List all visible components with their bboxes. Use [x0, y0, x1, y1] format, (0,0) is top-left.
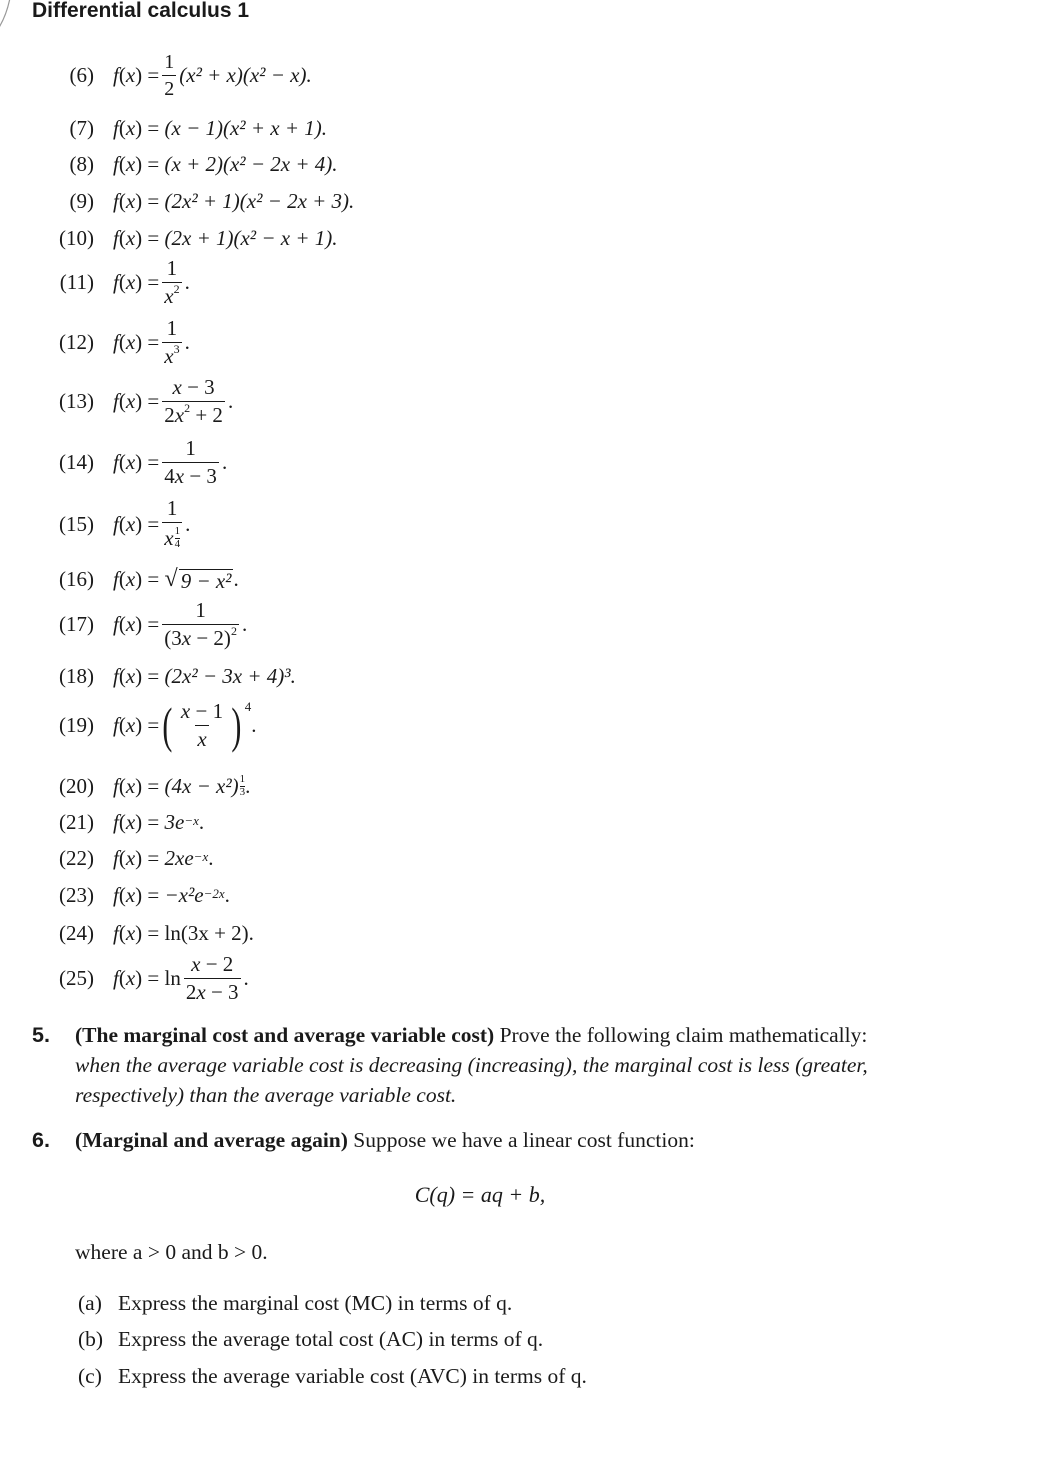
subpart-c [78, 1364, 587, 1389]
exercise-7: (7) f ( x ) = (x − 1)(x² + x + 1). [0, 118, 327, 139]
exercise-19: (19) f ( x ) = ( $\frac{x - 1}{x}$ ) $^4$ . [0, 700, 257, 750]
exercise-11: (11) f ( x ) = $\frac{1}{x^2}$ . [0, 258, 190, 307]
function-lhs: f [113, 63, 119, 87]
corner-arc-decoration [0, 0, 16, 36]
exercise-13: (13) f ( x ) = $\frac{x - 3}{2x^2 + 2}$ . [0, 377, 233, 426]
subpart-text: Express the marginal cost (MC) in terms of q. [118, 1291, 513, 1315]
exercise-number: (23) [59, 883, 94, 907]
exercise-25: (25) f ( x ) = ln $\frac{x - 2}{2x - 3}$ . [0, 954, 249, 1003]
exercise-21: (21) f ( x ) = 3e $^{-x}$ . [0, 812, 204, 833]
exercise-22: (22) f ( x ) = 2xe $^{-x}$ . [0, 848, 213, 869]
problem-text [75, 1020, 889, 1110]
exercise-20: (20) f ( x ) = (4x − x²) $\frac{1}{3}$ . [0, 774, 250, 798]
problem-text [75, 1125, 1019, 1155]
problem-6 [0, 1125, 1039, 1157]
problem-5 [0, 1020, 1039, 1115]
expression: (x² + x)(x² − x). [179, 63, 312, 87]
subpart-label: (a) [78, 1291, 102, 1315]
exercise-number: (10) [59, 226, 94, 250]
fraction: $\frac{x - 2}{2x - 3}$ [185, 952, 239, 1004]
problem-title: (Marginal and average again) [75, 1128, 348, 1152]
exercise-number: (9) [69, 189, 94, 213]
exercise-12: (12) f ( x ) = $\frac{1}{x^3}$ . [0, 318, 190, 367]
fraction: $\frac{1}{(3x - 2)^2}$ [164, 598, 237, 650]
exercise-10: (10) f ( x ) = (2x + 1)(x² − x + 1). [0, 228, 338, 249]
problem-lead: Prove the following claim mathematically: [499, 1023, 868, 1047]
exercise-number: (7) [69, 116, 94, 140]
expression: −x²e [164, 883, 204, 907]
fraction: 1 x $\frac{1}{4}$ [164, 496, 181, 550]
fraction: $\frac{x - 3}{2x^2 + 2}$ [164, 375, 223, 427]
exercise-17: (17) f ( x ) = $\frac{1}{(3x - 2)^2}$ . [0, 600, 247, 649]
exercise-number: (12) [59, 330, 94, 354]
exercise-number: (24) [59, 921, 94, 945]
square-root: √ 9 − x² [164, 566, 232, 593]
exercise-number: (15) [59, 511, 94, 536]
exercise-number: (22) [59, 846, 94, 870]
expression: (x − 1)(x² + x + 1). [164, 116, 328, 140]
fraction-one-half: $\frac{1}{2}$ [164, 51, 175, 100]
cost-function-equation: C(q) = aq + b, [414, 1182, 546, 1207]
expression: 2xe [164, 846, 194, 870]
expression: (2x² + 1)(x² − 2x + 3). [164, 189, 355, 213]
expression: ln(3x + 2). [164, 921, 254, 945]
exercise-number: (13) [59, 389, 94, 413]
exercise-6: (6) f ( x ) = $\frac{1}{2}$ (x² + x)(x² − x). [0, 52, 312, 99]
exercise-24: (24) f ( x ) = ln(3x + 2). [0, 923, 254, 944]
fraction: $\frac{1}{4x - 3}$ [164, 436, 217, 488]
radicand: 9 − x² [180, 569, 232, 593]
exercise-9: (9) f ( x ) = (2x² + 1)(x² − 2x + 3). [0, 191, 354, 212]
exercise-15: (15) f ( x ) = 1 x $\frac{1}{4}$ . [0, 498, 190, 550]
exercise-23: (23) f ( x ) = −x²e $^{-2x}$ . [0, 885, 230, 906]
expression: (x + 2)(x² − 2x + 4). [164, 152, 338, 176]
expression: (2x² − 3x + 4)³. [164, 664, 296, 688]
exercise-number: (18) [59, 664, 94, 688]
problem-condition: where a > 0 and b > 0. [75, 1240, 268, 1264]
exercise-number: (11) [59, 270, 94, 294]
subpart-label: (b) [78, 1327, 104, 1351]
subpart-text: Express the average total cost (AC) in terms of q. [118, 1327, 544, 1351]
problem-number: 6. [32, 1128, 50, 1152]
exercise-number: (21) [59, 810, 94, 834]
fraction: $\frac{1}{x^3}$ [164, 316, 180, 368]
fraction: $\frac{1}{x^2}$ [164, 256, 180, 308]
subpart-text: Express the average variable cost (AVC) in terms of q. [118, 1364, 587, 1388]
exercise-number: (19) [59, 712, 94, 737]
exercise-number: (25) [59, 966, 94, 990]
problem-claim: when the average variable cost is decreasing (increasing), the marginal cost is less (greater, respectively) than the average variable cost. [75, 1053, 868, 1107]
expression: (4x − x²) [164, 773, 239, 798]
exercise-number: (16) [59, 567, 94, 591]
exercise-number: (17) [59, 612, 94, 636]
exercise-18: (18) f ( x ) = (2x² − 3x + 4)³. [0, 666, 296, 687]
exercise-8: (8) f ( x ) = (x + 2)(x² − 2x + 4). [0, 154, 338, 175]
exercise-number: (6) [69, 63, 94, 87]
exercise-number: (20) [59, 773, 94, 798]
exercise-number: (8) [69, 152, 94, 176]
exercise-16: (16) f ( x ) = √ 9 − x² . [0, 567, 239, 592]
subpart-a [78, 1291, 512, 1316]
exercise-number: (14) [59, 450, 94, 474]
problem-number: 5. [32, 1023, 50, 1047]
ln-operator: ln [164, 966, 181, 990]
problem-lead: Suppose we have a linear cost function: [353, 1128, 695, 1152]
expression: 3e [164, 810, 185, 834]
subpart-label: (c) [78, 1364, 102, 1388]
exercise-14: (14) f ( x ) = $\frac{1}{4x - 3}$ . [0, 438, 227, 487]
subpart-b [78, 1327, 543, 1352]
expression: (2x + 1)(x² − x + 1). [164, 226, 338, 250]
running-head: Differential calculus 1 [32, 0, 250, 22]
fraction: $\frac{x - 1}{x}$ [180, 698, 224, 751]
problem-title: (The marginal cost and average variable cost) [75, 1023, 495, 1047]
